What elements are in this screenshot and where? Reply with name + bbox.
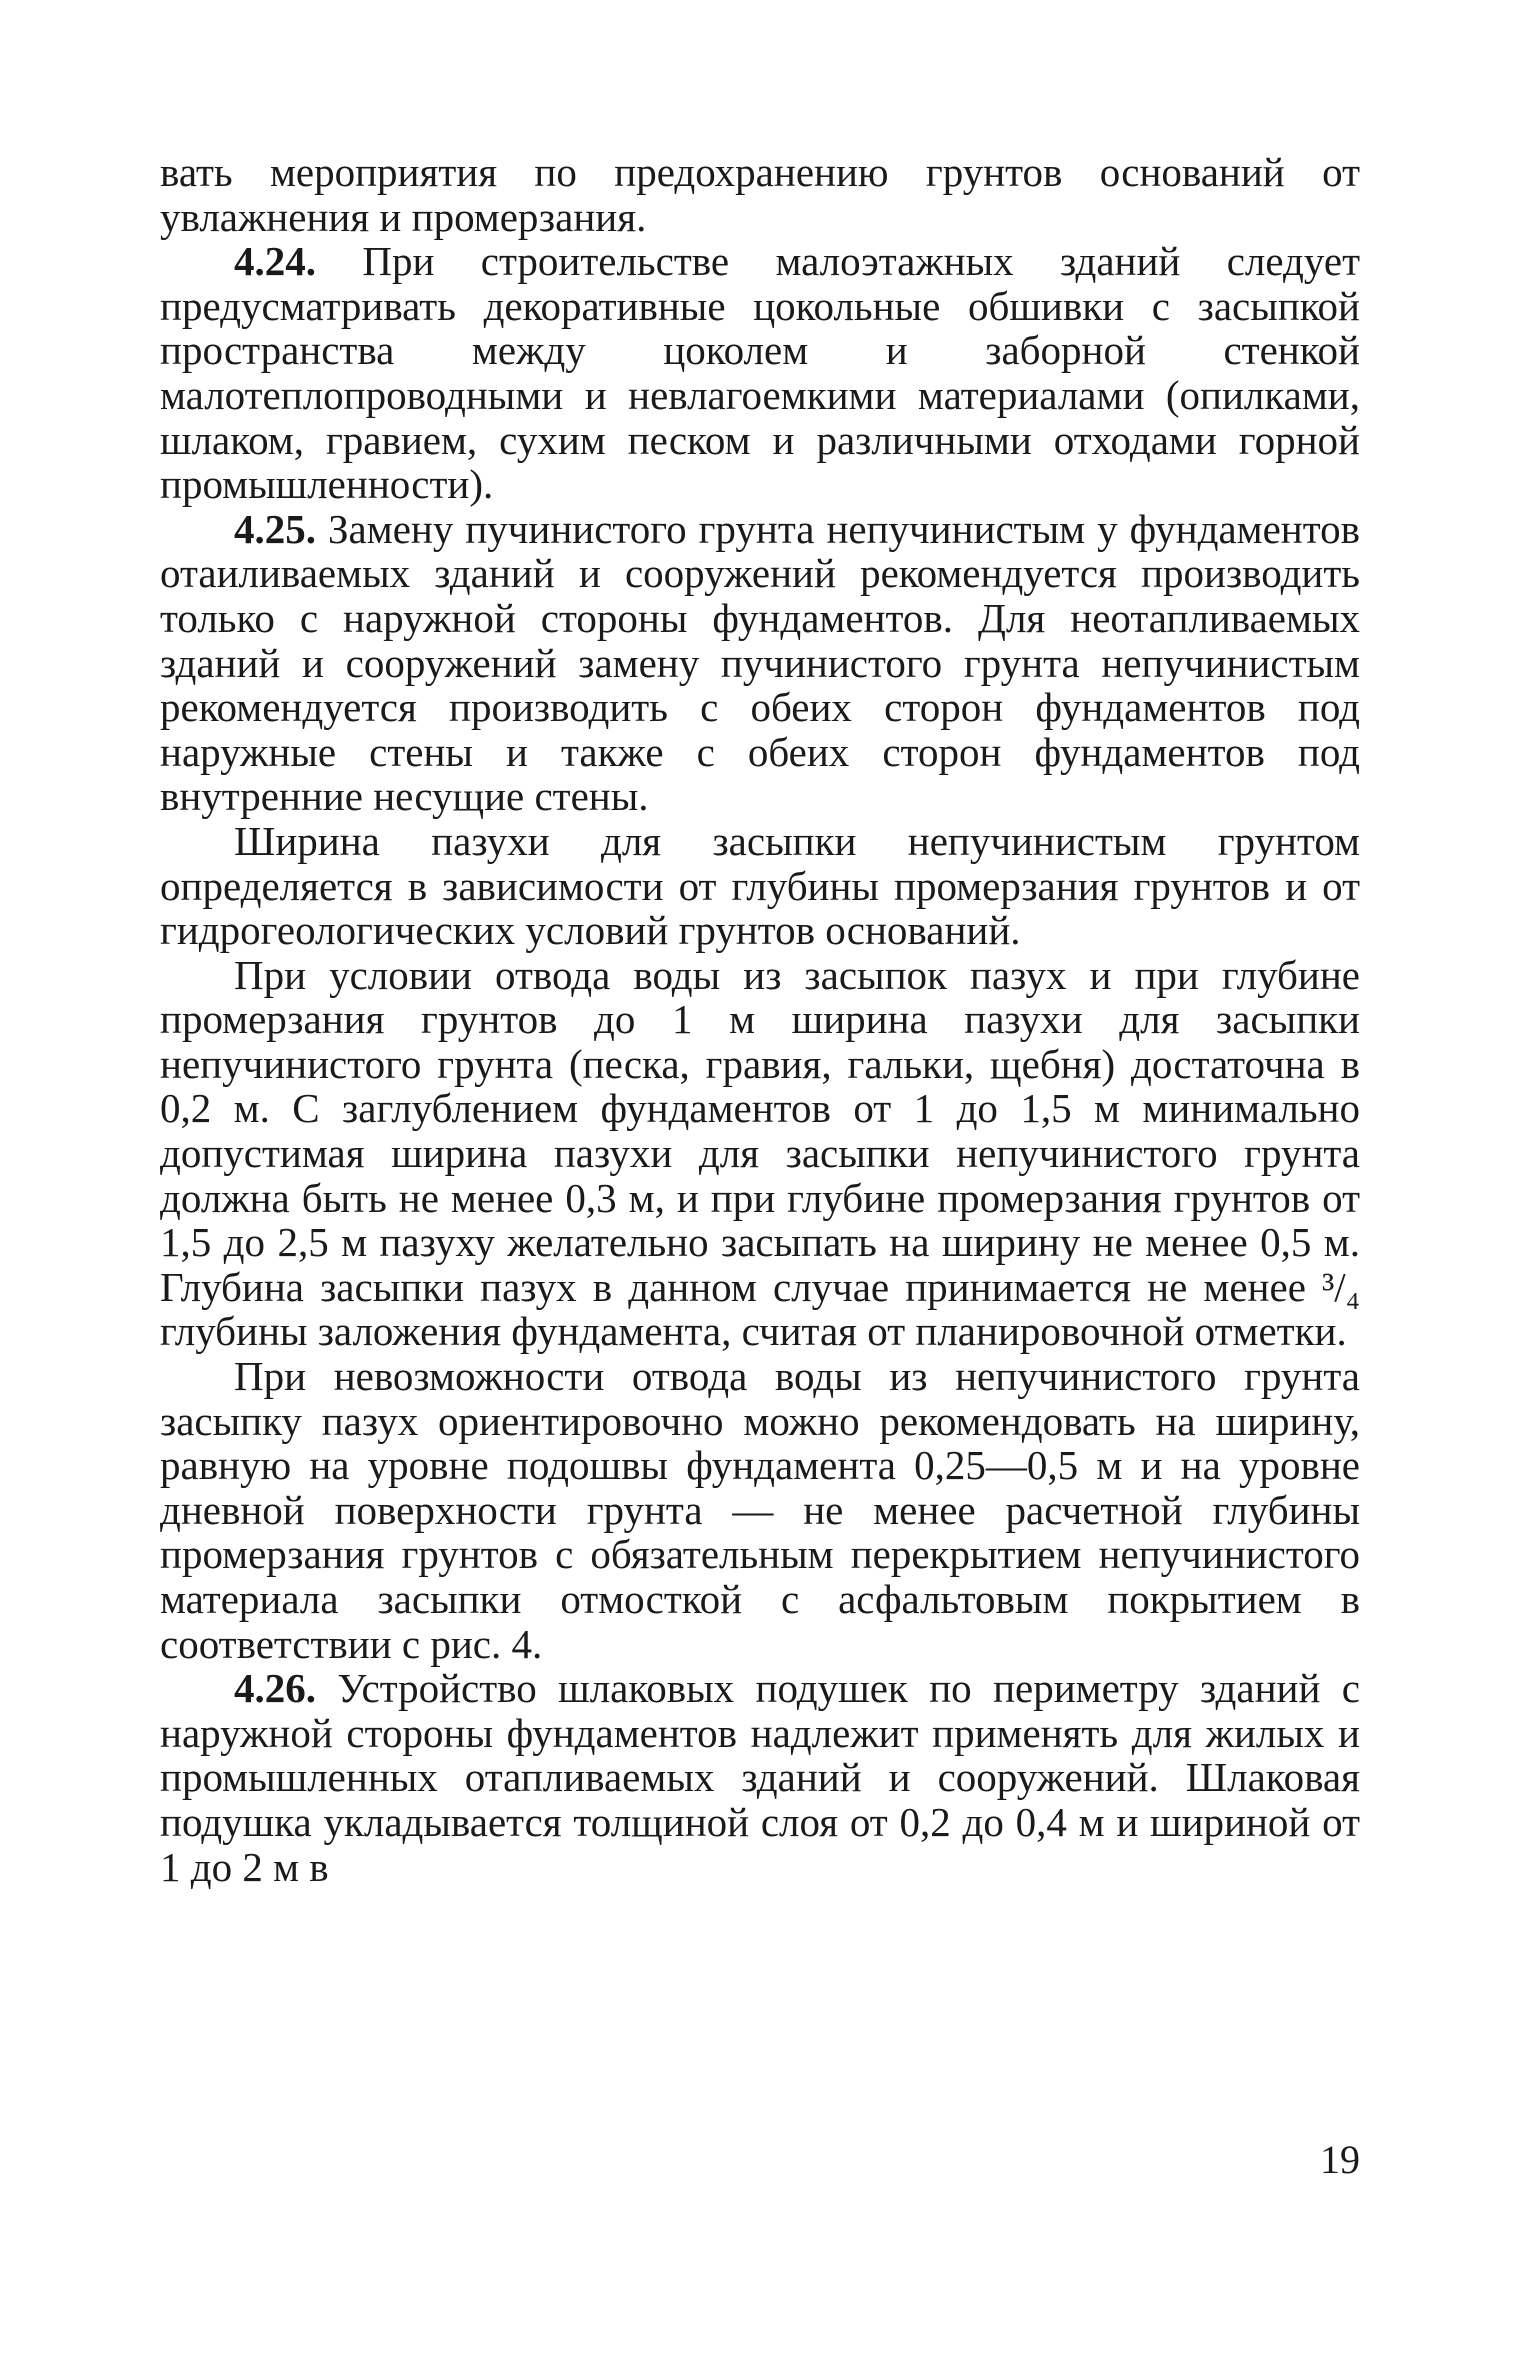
paragraph-4-26: [160, 1666, 1360, 1889]
page-body: [160, 150, 1360, 1889]
paragraph-text: Устройство шлаковых подушек по периметру зданий с наружной стороны фундаментов надлежит применять для жилых и промышленных отапливаемых зданий и сооружений. Шлаковая подушка укладывается толщиной слоя от 0,2 до 0,4 м и шириной от 1 до 2 м в: [160, 1665, 1360, 1890]
paragraph-text: Замену пучинистого грунта непучинистым у фундаментов отаиливаемых зданий и сооружений рекомендуется производить только с наружной стороны фундаментов. Для неотапливаемых зданий и сооружений замену пучинистого грунта непучинистым рекомендуется производить с обеих сторон фундаментов под наружные стены и также с обеих сторон фундаментов под внутренние несущие стены.: [160, 505, 1360, 820]
paragraph-4-24: [160, 239, 1360, 507]
paragraph-text: При условии отвода воды из засыпок пазух и при глубине промерзания грунтов до 1 м ширина пазухи для засыпки непучинистого грунта (песка, гравия, гальки, щебня) достаточна в 0,2 м. С заглублением фундаментов от 1 до 1,5 м минимально допустимая ширина пазухи для засыпки непучинистого грунта должна быть не менее 0,3 м, и при глубине промерзания грунтов от 1,5 до 2,5 м пазуху желательно засыпать на ширину не менее 0,5 м. Глубина засыпки пазух в данном случае принимается не менее ³/₄ глубины заложения фундамента, считая от планировочной отметки.: [160, 951, 1360, 1355]
paragraph-text: Ширина пазухи для засыпки непучинистым грунтом определяется в зависимости от глубины промерзания грунтов и от гидрогеологических условий грунтов оснований.: [160, 817, 1360, 954]
page-number: 19: [1320, 2137, 1360, 2182]
paragraph-4-25: [160, 507, 1360, 819]
paragraph-width: [160, 819, 1360, 953]
section-number: 4.25.: [234, 505, 316, 552]
paragraph-text: При строительстве малоэтажных зданий следует предусматривать декоративные цокольные обшивки с засыпкой пространства между цоколем и заборной стенкой малотеплопроводными и невлагоемкими материалами (опилками, шлаком, гравием, сухим песком и различными отходами горной промышленности).: [160, 238, 1360, 508]
section-number: 4.26.: [234, 1665, 316, 1712]
paragraph-drainage: [160, 953, 1360, 1354]
paragraph-no-drainage: [160, 1354, 1360, 1666]
section-number: 4.24.: [234, 238, 316, 285]
paragraph-continuation: [160, 150, 1360, 239]
paragraph-text: вать мероприятия по предохранению грунтов оснований от увлажнения и промерзания.: [160, 149, 1360, 240]
paragraph-text: При невозможности отвода воды из непучинистого грунта засыпку пазух ориентировочно можно рекомендовать на ширину, равную на уровне подошвы фундамента 0,25—0,5 м и на уровне дневной поверхности грунта — не менее расчетной глубины промерзания грунтов с обязательным перекрытием непучинистого материала засыпки отмосткой с асфальтовым покрытием в соответствии с рис. 4.: [160, 1353, 1360, 1667]
